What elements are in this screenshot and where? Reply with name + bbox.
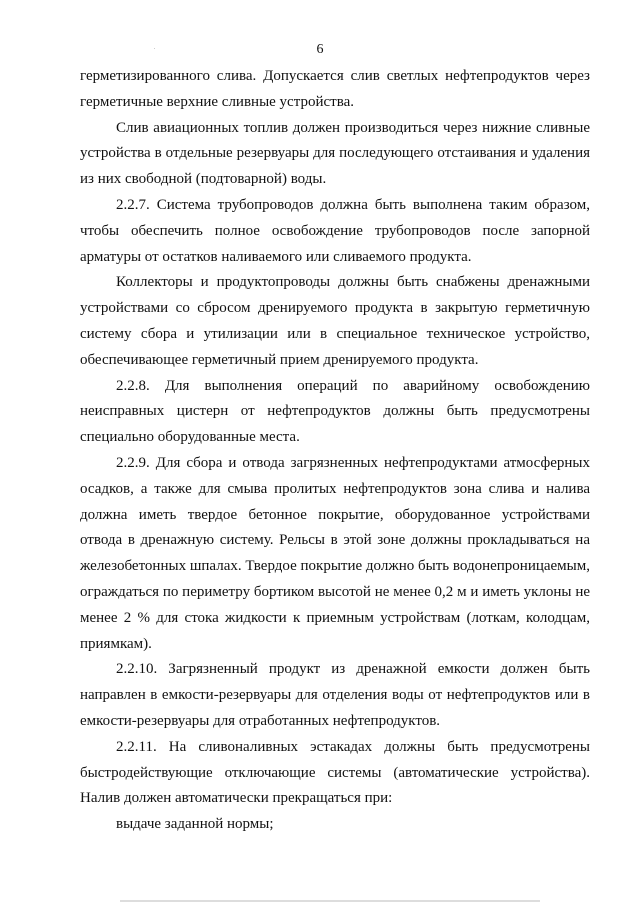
paragraph-2-2-7: 2.2.7. Система трубопроводов должна быть выполнена таким образом, чтобы обеспечить полное освобождение трубопроводов после запорной арматуры от остатков наливаемого или сливаемого продукта. <box>80 196 590 265</box>
paragraph-2-2-8: 2.2.8. Для выполнения операций по аварийному освобождению неисправных цистерн от нефтепродуктов должны быть предусмотрены специально оборудованные места. <box>80 377 590 446</box>
document-body <box>80 64 590 838</box>
paragraph-2: Слив авиационных топлив должен производиться через нижние сливные устройства в отдельные резервуары для последующего отстаивания и удаления из них свободной (подтоварной) воды. <box>80 119 590 188</box>
paragraph-collectors: Коллекторы и продуктопроводы должны быть снабжены дренажными устройствами со сбросом дренируемого продукта в закрытую герметичную систему сбора и утилизации или в специальное техническое устройство, обеспечивающее герметичный прием дренируемого продукта. <box>80 274 590 368</box>
paragraph-1: герметизированного слива. Допускается слив светлых нефтепродуктов через герметичные верхние сливные устройства. <box>80 68 590 110</box>
paragraph-2-2-9: 2.2.9. Для сбора и отвода загрязненных нефтепродуктами атмосферных осадков, а также для смыва пролитых нефтепродуктов зона слива и налива должна иметь твердое бетонное покрытие, оборудованное устройствами отвода в дренажную систему. Рельсы в этой зоне должны прокладываться на железобетонных шпалах. Твердое покрытие должно быть водонепроницаемым, ограждаться по периметру бортиком высотой не менее 0,2 м и иметь уклоны не менее 2 % для стока жидкости к приемным устройствам (лоткам, колодцам, приямкам). <box>80 454 590 652</box>
page-number: 6 <box>316 42 324 57</box>
scan-bottom-edge <box>120 900 540 902</box>
paragraph-2-2-11: 2.2.11. На сливоналивных эстакадах должны быть предусмотрены быстродействующие отключающие системы (автоматические устройства). Налив должен автоматически прекращаться при: <box>80 738 590 807</box>
paragraph-list-item: выдаче заданной нормы; <box>116 816 274 833</box>
paragraph-2-2-10: 2.2.10. Загрязненный продукт из дренажной емкости должен быть направлен в емкости-резервуары для отделения воды от нефтепродуктов или в емкости-резервуары для отработанных нефтепродуктов. <box>80 661 590 729</box>
